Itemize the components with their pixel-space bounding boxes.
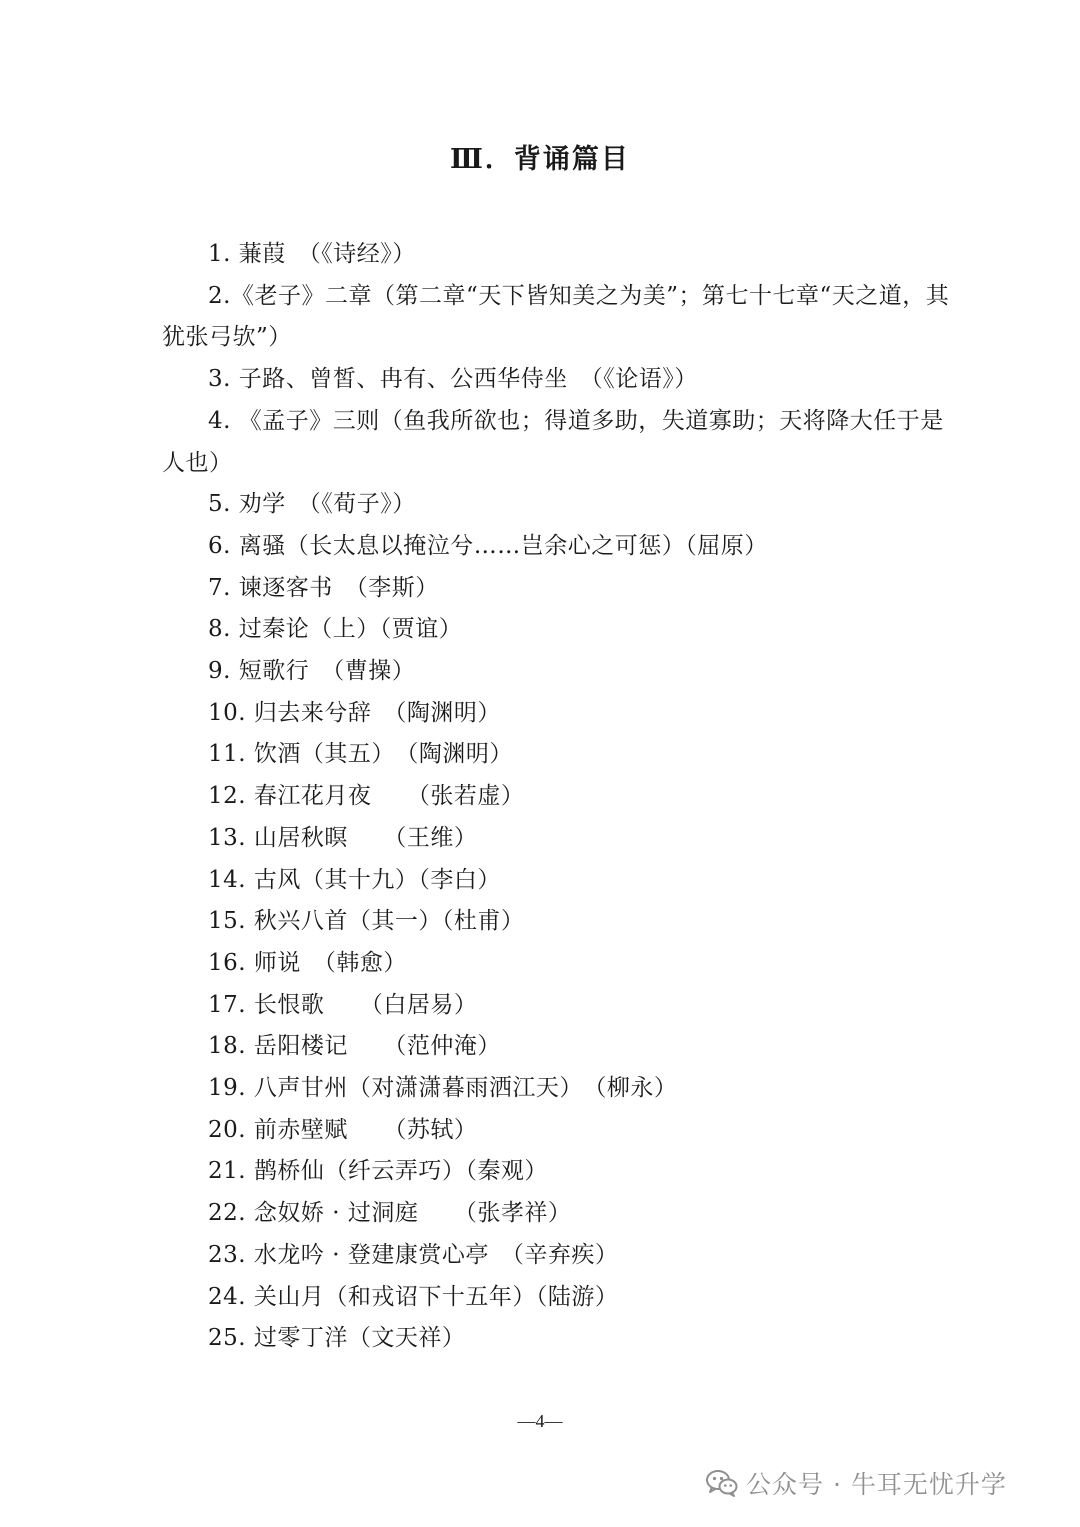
list-item: 24. 关山月（和戎诏下十五年）（陆游） xyxy=(208,1283,619,1310)
list-item: 15. 秋兴八首（其一）（杜甫） xyxy=(208,908,525,935)
wechat-icon xyxy=(706,1469,738,1497)
list-item: 1. 蒹葭 （《诗经》） xyxy=(208,241,416,267)
recitation-list xyxy=(162,234,952,1360)
list-item: 9. 短歌行 （曹操） xyxy=(208,658,416,685)
list-item: 11. 饮酒（其五） （陶渊明） xyxy=(208,741,513,768)
watermark-text: 公众号 · 牛耳无忧升学 xyxy=(746,1470,1007,1499)
page-number: —4— xyxy=(517,1411,563,1431)
page-title: Ⅲ．背诵篇目 xyxy=(450,144,630,175)
list-item: 17. 长恨歌 （白居易） xyxy=(208,991,478,1018)
list-item: 14. 古风（其十九）（李白） xyxy=(208,866,501,893)
list-item: 20. 前赤壁赋 （苏轼） xyxy=(208,1116,478,1143)
list-item: 21. 鹊桥仙（纤云弄巧）（秦观） xyxy=(208,1158,548,1185)
list-item: 2.《老子》二章（第二章“天下皆知美之为美”；第七十七章“天之道，其犹张弓欤”） xyxy=(162,282,950,351)
list-item: 10. 归去来兮辞 （陶渊明） xyxy=(208,699,501,726)
list-item: 4. 《孟子》三则（鱼我所欲也；得道多助，失道寡助；天将降大任于是人也） xyxy=(162,407,944,476)
list-item: 6. 离骚（长太息以掩泣兮……岂余心之可惩）（屈原） xyxy=(208,532,768,559)
list-item: 13. 山居秋暝 （王维） xyxy=(208,824,478,851)
list-item: 19. 八声甘州（对潇潇暮雨洒江天） （柳永） xyxy=(208,1075,678,1102)
list-item: 5. 劝学 （《荀子》） xyxy=(208,491,416,518)
list-item: 18. 岳阳楼记 （范仲淹） xyxy=(208,1033,501,1060)
list-item: 8. 过秦论（上）（贾谊） xyxy=(208,616,463,643)
list-item: 25. 过零丁洋（文天祥） xyxy=(208,1325,466,1352)
list-item: 7. 谏逐客书 （李斯） xyxy=(208,574,439,601)
list-item: 12. 春江花月夜 （张若虚） xyxy=(208,783,525,810)
list-item: 23. 水龙吟 · 登建康赏心亭 （辛弃疾） xyxy=(208,1241,619,1268)
list-item: 22. 念奴娇 · 过洞庭 （张孝祥） xyxy=(208,1200,572,1227)
watermark xyxy=(706,1463,1007,1503)
list-item: 3. 子路、曾皙、冉有、公西华侍坐 （《论语》） xyxy=(208,366,698,393)
list-item: 16. 师说 （韩愈） xyxy=(208,949,407,976)
